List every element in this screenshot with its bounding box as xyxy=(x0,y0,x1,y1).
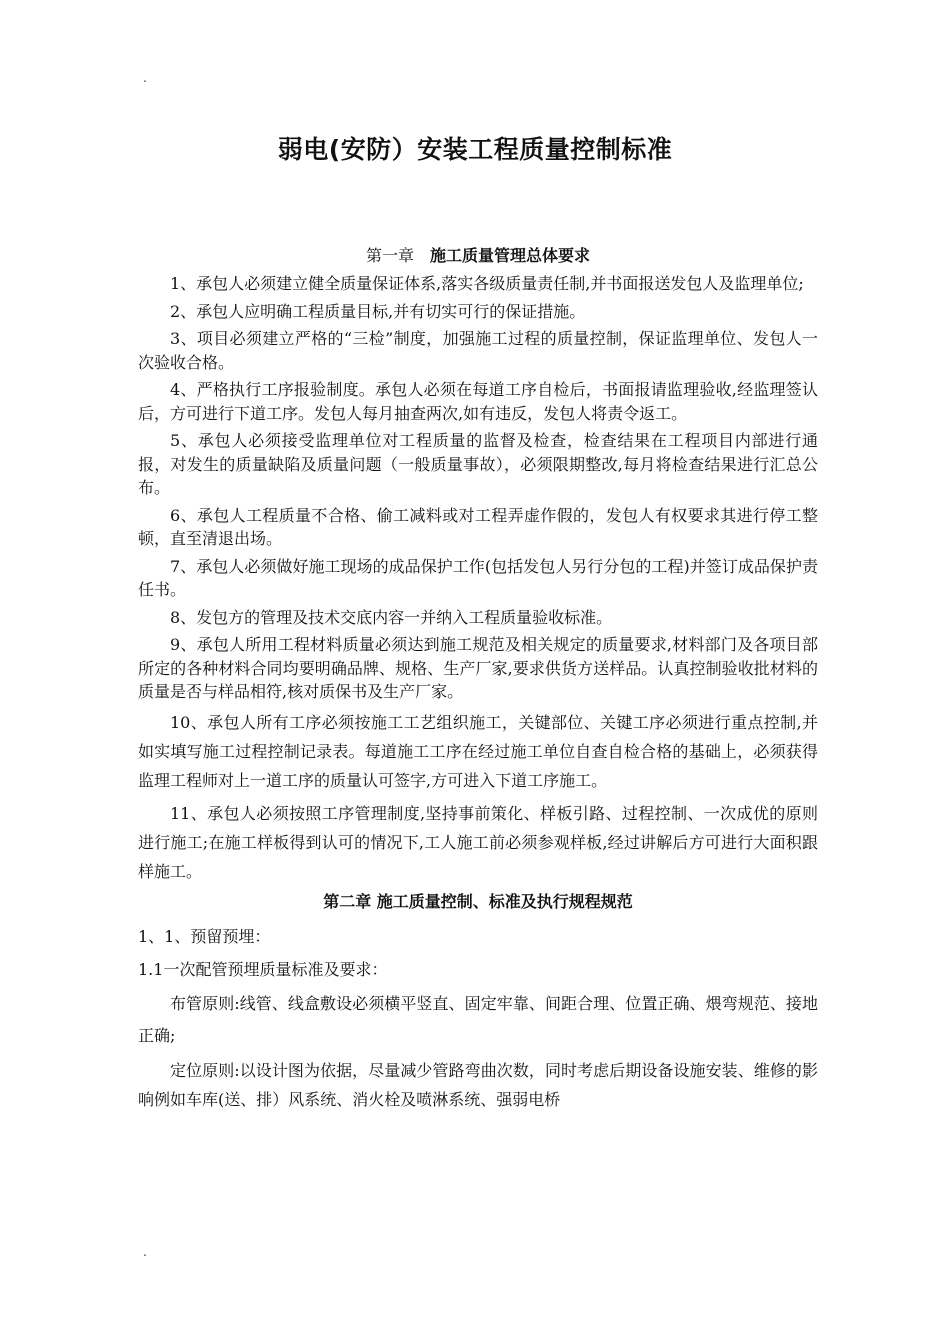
document-body xyxy=(138,240,818,1114)
paragraph: 6、承包人工程质量不合格、偷工减料或对工程弄虚作假的，发包人有权要求其进行停工整顿，直至清退出场。 xyxy=(138,505,818,548)
paragraph: 3、项目必须建立严格的“三检”制度，加强施工过程的质量控制，保证监理单位、发包人一次验收合格。 xyxy=(138,329,818,372)
document-title: 弱电(安防）安装工程质量控制标准 xyxy=(277,135,673,164)
chapter-2-heading: 第二章 施工质量控制、标准及执行规程规范 xyxy=(323,891,633,911)
paragraph: 8、发包方的管理及技术交底内容一并纳入工程质量验收标准。 xyxy=(170,607,613,627)
paragraph: 4、严格执行工序报验制度。承包人必须在每道工序自检后，书面报请监理验收,经监理签认后，方可进行下道工序。发包人每月抽查两次,如有违反，发包人将责令返工。 xyxy=(138,380,818,423)
header-dot: . xyxy=(143,71,147,85)
paragraph: 9、承包人所用工程材料质量必须达到施工规范及相关规定的质量要求,材料部门及各项目部所定的各种材料合同均要明确品牌、规格、生产厂家,要求供货方送样品。认真控制验收批材料的质量是否与样品相符,核对质保书及生产厂家。 xyxy=(138,635,818,701)
subsection-heading: 1.1一次配管预埋质量标准及要求： xyxy=(138,959,388,979)
section-heading: 1、1、预留预埋： xyxy=(138,926,271,946)
paragraph: 7、承包人必须做好施工现场的成品保护工作(包括发包人另行分包的工程)并签订成品保护责任书。 xyxy=(138,556,818,599)
footer-dot: . xyxy=(143,1245,147,1259)
chapter-1-number: 第一章 xyxy=(365,246,414,265)
paragraph: 2、承包人应明确工程质量目标,并有切实可行的保证措施。 xyxy=(170,301,586,321)
chapter-1-heading xyxy=(138,240,818,272)
paragraph: 定位原则:以设计图为依据，尽量减少管路弯曲次数，同时考虑后期设备设施安装、维修的影响例如车库(送、排）风系统、消火栓及喷淋系统、强弱电桥 xyxy=(138,1060,818,1109)
chapter-1-name: 施工质量管理总体要求 xyxy=(430,246,591,265)
paragraph: 10、承包人所有工序必须按施工工艺组织施工，关键部位、关键工序必须进行重点控制,并如实填写施工过程控制记录表。每道施工工序在经过施工单位自查自检合格的基础上，必须获得监理工程师对上一道工序的质量认可签字,方可进入下道工序施工。 xyxy=(138,712,818,790)
paragraph: 布管原则:线管、线盒敷设必须横平竖直、固定牢靠、间距合理、位置正确、煨弯规范、接地正确; xyxy=(138,993,818,1045)
paragraph: 5、承包人必须接受监理单位对工程质量的监督及检查，检查结果在工程项目内部进行通报，对发生的质量缺陷及质量问题（一般质量事故），必须限期整改,每月将检查结果进行汇总公布。 xyxy=(138,431,818,497)
paragraph: 11、承包人必须按照工序管理制度,坚持事前策化、样板引路、过程控制、一次成优的原则进行施工;在施工样板得到认可的情况下,工人施工前必须参观样板,经过讲解后方可进行大面积跟样施工。 xyxy=(138,803,818,881)
paragraph: 1、承包人必须建立健全质量保证体系,落实各级质量责任制,并书面报送发包人及监理单位; xyxy=(170,274,804,293)
